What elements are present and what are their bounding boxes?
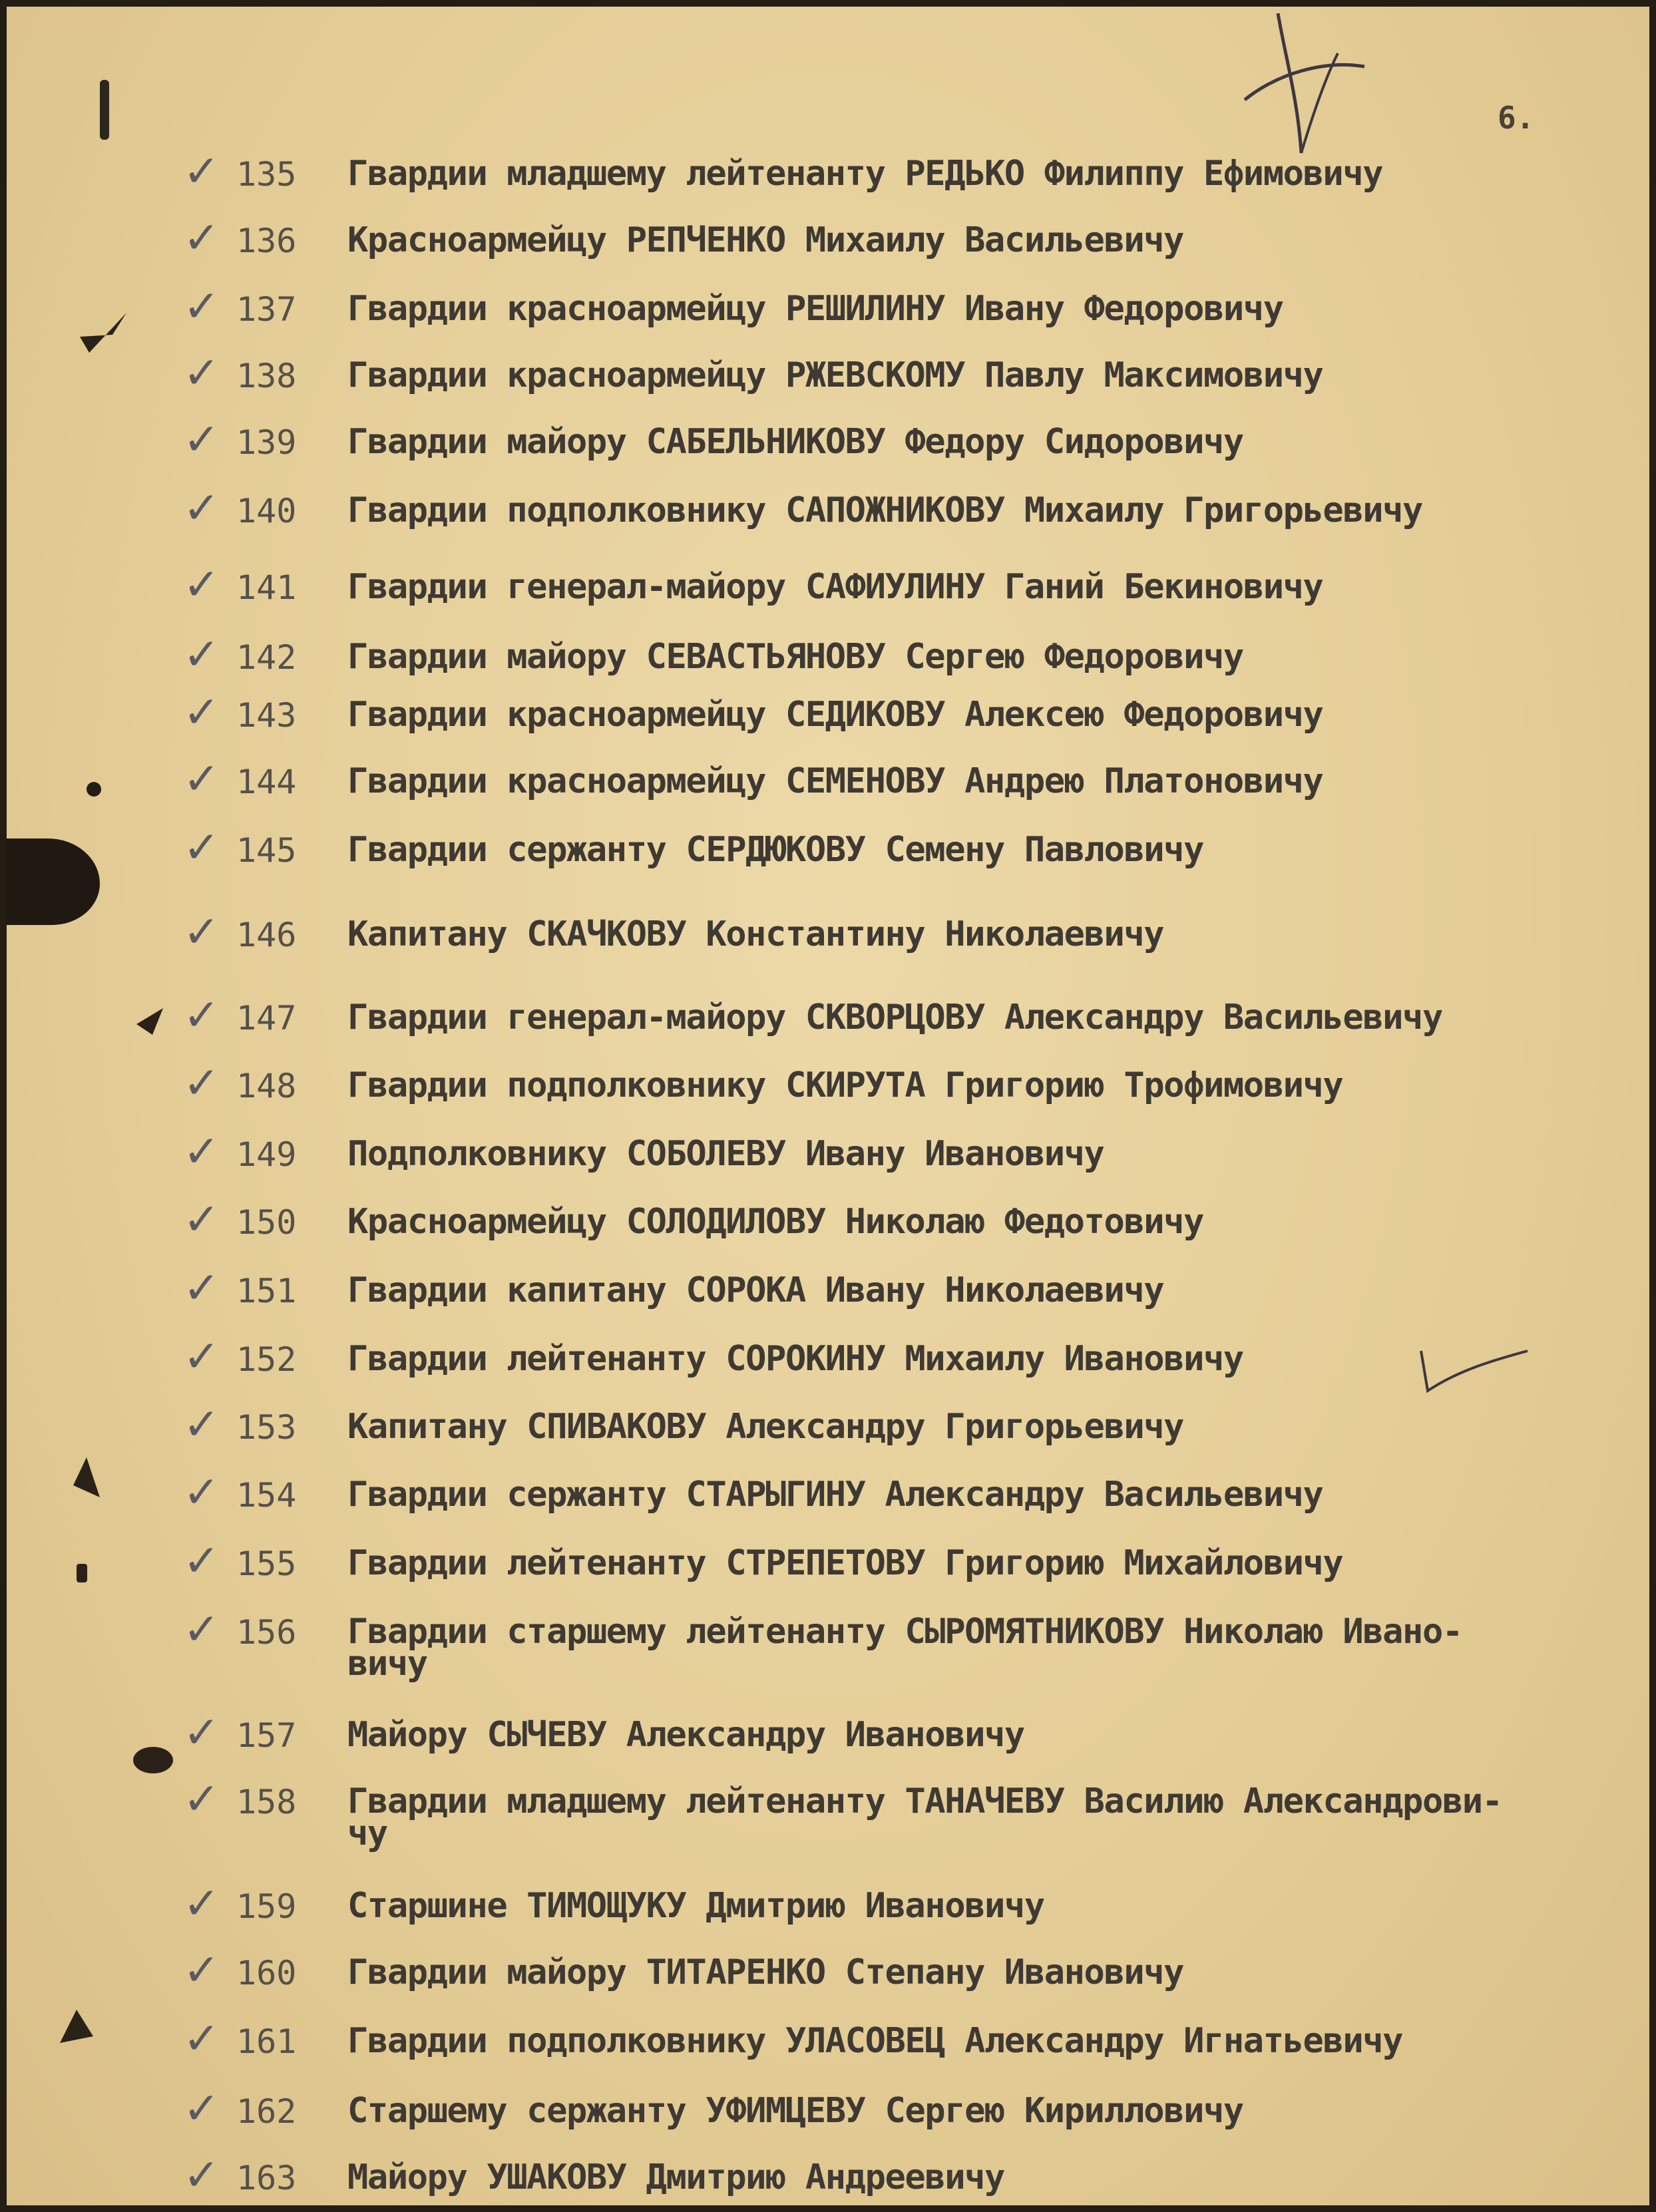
- check-mark-icon: ✓: [183, 1399, 220, 1450]
- entry-number: 140: [236, 492, 297, 530]
- entry-number: 145: [236, 831, 297, 870]
- entry-text: Майору УШАКОВУ Дмитрию Андреевичу: [347, 2157, 1004, 2197]
- entry-text: Гвардии сержанту СЕРДЮКОВУ Семену Павловичу: [347, 830, 1203, 870]
- check-mark-icon: ✓: [183, 1194, 220, 1245]
- check-mark-icon: ✓: [183, 559, 220, 610]
- entry-text: Гвардии красноармейцу СЕДИКОВУ Алексею Федоровичу: [347, 695, 1323, 735]
- entry-number: 151: [236, 1272, 297, 1310]
- check-mark-icon: ✓: [183, 2149, 220, 2201]
- entry-number: 149: [236, 1135, 297, 1174]
- check-mark-icon: ✓: [183, 687, 220, 738]
- check-mark-icon: ✓: [183, 212, 220, 264]
- check-mark-icon: ✓: [183, 1331, 220, 1382]
- check-mark-icon: ✓: [183, 482, 220, 534]
- check-mark-icon: ✓: [183, 1604, 220, 1655]
- entry-text: Гвардии красноармейцу РЖЕВСКОМУ Павлу Максимовичу: [347, 355, 1323, 395]
- check-mark-icon: ✓: [183, 1944, 220, 1996]
- entry-number: 150: [236, 1203, 297, 1242]
- entry-number: 157: [236, 1716, 297, 1755]
- entry-text: Красноармейцу РЕПЧЕНКО Михаилу Васильевичу: [347, 220, 1184, 260]
- check-mark-icon: ✓: [183, 822, 220, 873]
- check-mark-icon: ✓: [183, 1773, 220, 1825]
- entry-text: Гвардии младшему лейтенанту ТАНАЧЕВУ Василию Александрови- чу: [347, 1781, 1502, 1853]
- entry-number: 159: [236, 1887, 297, 1926]
- entry-number: 136: [236, 222, 297, 260]
- check-mark-icon: ✓: [183, 414, 220, 465]
- entry-text: Старшему сержанту УФИМЦЕВУ Сергею Кирилловичу: [347, 2091, 1243, 2131]
- entry-text: Майору СЫЧЕВУ Александру Ивановичу: [347, 1715, 1024, 1755]
- entry-number: 135: [236, 155, 297, 194]
- entry-number: 158: [236, 1783, 297, 1821]
- entry-number: 144: [236, 763, 297, 801]
- entry-text: Старшине ТИМОЩУКУ Дмитрию Ивановичу: [347, 1886, 1044, 1926]
- entry-text: Гвардии генерал-майору САФИУЛИНУ Ганий Бекиновичу: [347, 567, 1323, 607]
- entry-number: 147: [236, 999, 297, 1037]
- entry-text: Гвардии младшему лейтенанту РЕДЬКО Филиппу Ефимовичу: [347, 154, 1383, 194]
- entry-text: Гвардии майору ТИТАРЕНКО Степану Ивановичу: [347, 1952, 1184, 1992]
- check-mark-icon: ✓: [183, 990, 220, 1041]
- entry-number: 153: [236, 1408, 297, 1447]
- entry-number: 143: [236, 696, 297, 735]
- entry-number: 163: [236, 2159, 297, 2197]
- check-mark-icon: ✓: [183, 2083, 220, 2134]
- check-mark-icon: ✓: [183, 753, 220, 805]
- check-mark-icon: ✓: [183, 281, 220, 332]
- entry-text: Гвардии красноармейцу СЕМЕНОВУ Андрею Платоновичу: [347, 761, 1323, 801]
- entry-number: 152: [236, 1340, 297, 1379]
- entry-text: Гвардии подполковнику УЛАСОВЕЦ Александру Игнатьевичу: [347, 2021, 1403, 2061]
- check-mark-icon: ✓: [183, 1262, 220, 1314]
- entry-text: Гвардии майору САБЕЛЬНИКОВУ Федору Сидоровичу: [347, 422, 1243, 462]
- entry-text: Гвардии майору СЕВАСТЬЯНОВУ Сергею Федоровичу: [347, 637, 1243, 677]
- entry-text: Гвардии лейтенанту СОРОКИНУ Михаилу Ивановичу: [347, 1339, 1243, 1379]
- entry-number: 148: [236, 1067, 297, 1105]
- entry-number: 139: [236, 423, 297, 462]
- entry-number: 138: [236, 357, 297, 395]
- check-mark-icon: ✓: [183, 347, 220, 399]
- entry-text: Гвардии красноармейцу РЕШИЛИНУ Ивану Федоровичу: [347, 289, 1283, 329]
- entry-text: Подполковнику СОБОЛЕВУ Ивану Ивановичу: [347, 1134, 1104, 1174]
- entry-number: 141: [236, 568, 297, 607]
- entry-number: 142: [236, 638, 297, 677]
- entry-text: Гвардии генерал-майору СКВОРЦОВУ Александру Васильевичу: [347, 998, 1442, 1037]
- check-mark-icon: ✓: [183, 1126, 220, 1177]
- entry-number: 161: [236, 2022, 297, 2061]
- entry-text: Гвардии сержанту СТАРЫГИНУ Александру Васильевичу: [347, 1475, 1323, 1515]
- entry-text: Гвардии подполковнику САПОЖНИКОВУ Михаилу Григорьевичу: [347, 490, 1422, 530]
- check-mark-icon: ✓: [183, 1535, 220, 1586]
- entry-number: 146: [236, 916, 297, 954]
- page-number: 6.: [1498, 100, 1535, 136]
- entry-number: 162: [236, 2092, 297, 2131]
- check-mark-icon: ✓: [183, 146, 220, 197]
- entry-number: 160: [236, 1954, 297, 1992]
- check-mark-icon: ✓: [183, 1707, 220, 1758]
- entry-number: 137: [236, 290, 297, 329]
- check-mark-icon: ✓: [183, 1467, 220, 1518]
- entry-text: Гвардии капитану СОРОКА Ивану Николаевичу: [347, 1270, 1164, 1310]
- check-mark-icon: ✓: [183, 1057, 220, 1109]
- entry-number: 155: [236, 1545, 297, 1583]
- entry-text: Гвардии подполковнику СКИРУТА Григорию Трофимовичу: [347, 1065, 1343, 1105]
- entry-text: Капитану СПИВАКОВУ Александру Григорьевичу: [347, 1407, 1184, 1447]
- entry-text: Гвардии старшему лейтенанту СЫРОМЯТНИКОВУ Николаю Ивано- вичу: [347, 1612, 1462, 1684]
- check-mark-icon: ✓: [183, 2013, 220, 2064]
- entry-text: Капитану СКАЧКОВУ Константину Николаевичу: [347, 914, 1164, 954]
- check-mark-icon: ✓: [183, 1878, 220, 1929]
- entry-text: Красноармейцу СОЛОДИЛОВУ Николаю Федотовичу: [347, 1202, 1203, 1242]
- entry-number: 156: [236, 1613, 297, 1652]
- check-mark-icon: ✓: [183, 629, 220, 680]
- entry-text: Гвардии лейтенанту СТРЕПЕТОВУ Григорию Михайловичу: [347, 1543, 1343, 1583]
- check-mark-icon: ✓: [183, 906, 220, 958]
- entry-number: 154: [236, 1476, 297, 1515]
